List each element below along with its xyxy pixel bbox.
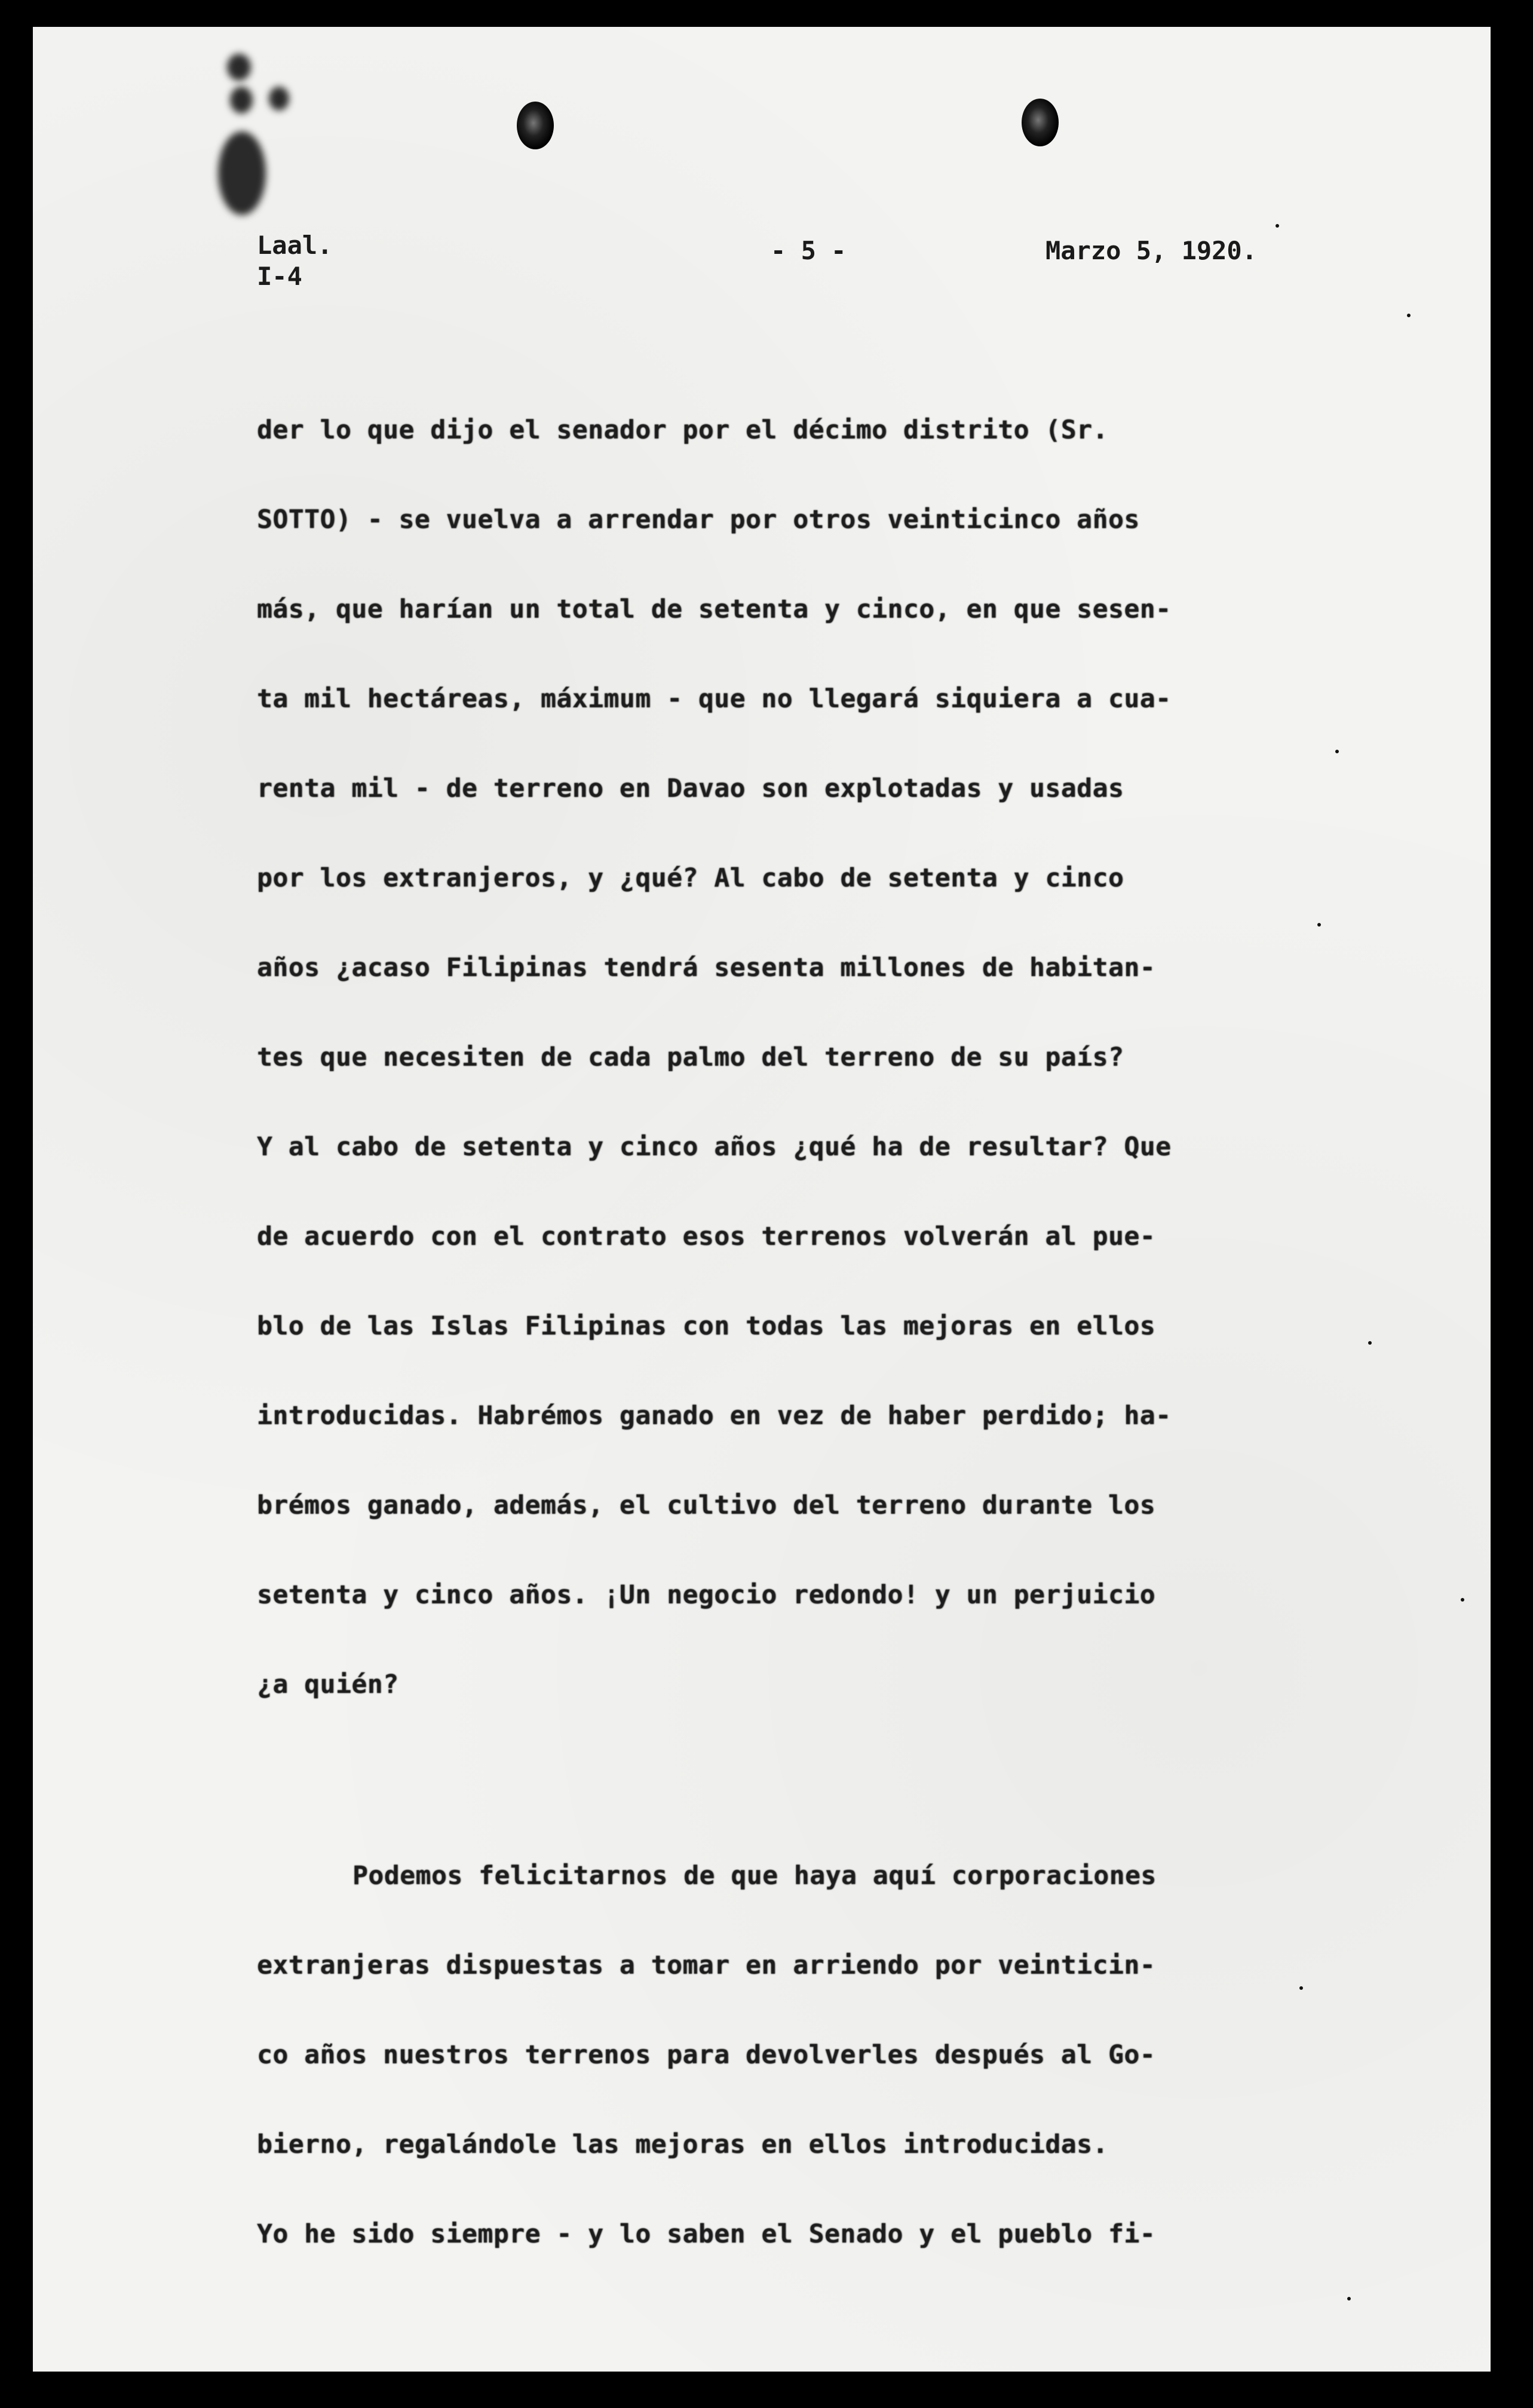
document-page xyxy=(33,27,1491,2372)
text-line: de acuerdo con el contrato esos terrenos volverán al pue- xyxy=(257,1222,1156,1251)
dust-speck xyxy=(1461,1598,1464,1602)
text-line: setenta y cinco años. ¡Un negocio redondo! y un perjuicio xyxy=(257,1580,1156,1610)
header-reference-line2: I-4 xyxy=(257,262,302,291)
text-line: introducidas. Habrémos ganado en vez de haber perdido; ha- xyxy=(257,1401,1172,1431)
text-line: SOTTO) - se vuelva a arrendar por otros veinticinco años xyxy=(257,505,1140,535)
text-line: ¿a quién? xyxy=(257,1670,399,1700)
text-line: por los extranjeros, y ¿qué? Al cabo de setenta y cinco xyxy=(257,863,1124,893)
text-line: co años nuestros terrenos para devolverles después al Go- xyxy=(257,2040,1156,2070)
paragraph-2 xyxy=(257,1831,1356,2279)
dust-speck xyxy=(1368,1341,1372,1345)
text-line: bierno, regalándole las mejoras en ellos introducidas. xyxy=(257,2130,1108,2159)
text-line: más, que harían un total de setenta y cinco, en que sesen- xyxy=(257,594,1172,624)
text-line: renta mil - de terreno en Davao son explotadas y usadas xyxy=(257,774,1124,803)
text-line: extranjeras dispuestas a tomar en arriendo por veinticin- xyxy=(257,1950,1156,1980)
ink-smudge xyxy=(230,87,253,114)
header-date: Marzo 5, 1920. xyxy=(1045,236,1258,265)
dust-speck xyxy=(1407,314,1411,317)
text-line: Podemos felicitarnos de que haya aquí corporaciones xyxy=(352,1861,1157,1891)
dust-speck xyxy=(1276,224,1279,228)
document-body xyxy=(257,385,1356,2279)
page-number: - 5 - xyxy=(771,236,847,265)
paragraph-gap xyxy=(257,1729,1356,1831)
ink-smudge xyxy=(227,54,251,81)
ink-smudge xyxy=(218,131,266,215)
text-line: años ¿acaso Filipinas tendrá sesenta millones de habitan- xyxy=(257,953,1156,983)
paragraph-1 xyxy=(257,385,1356,1729)
text-line: der lo que dijo el senador por el décimo distrito (Sr. xyxy=(257,415,1108,445)
header-reference-line1: Laal. xyxy=(257,231,333,260)
text-line: Yo he sido siempre - y lo saben el Senado y el pueblo fi- xyxy=(257,2219,1156,2249)
text-line: Y al cabo de setenta y cinco años ¿qué ha de resultar? Que xyxy=(257,1132,1172,1162)
header-reference xyxy=(257,230,332,292)
text-line: ta mil hectáreas, máximum - que no llegará siquiera a cua- xyxy=(257,684,1172,714)
punch-hole-left xyxy=(517,102,554,149)
ink-smudge xyxy=(269,87,289,111)
text-line: brémos ganado, además, el cultivo del terreno durante los xyxy=(257,1490,1156,1520)
punch-hole-right xyxy=(1022,99,1059,146)
page-header xyxy=(257,230,1332,320)
dust-speck xyxy=(1347,2297,1351,2300)
text-line: tes que necesiten de cada palmo del terreno de su país? xyxy=(257,1042,1124,1072)
text-line: blo de las Islas Filipinas con todas las mejoras en ellos xyxy=(257,1311,1156,1341)
